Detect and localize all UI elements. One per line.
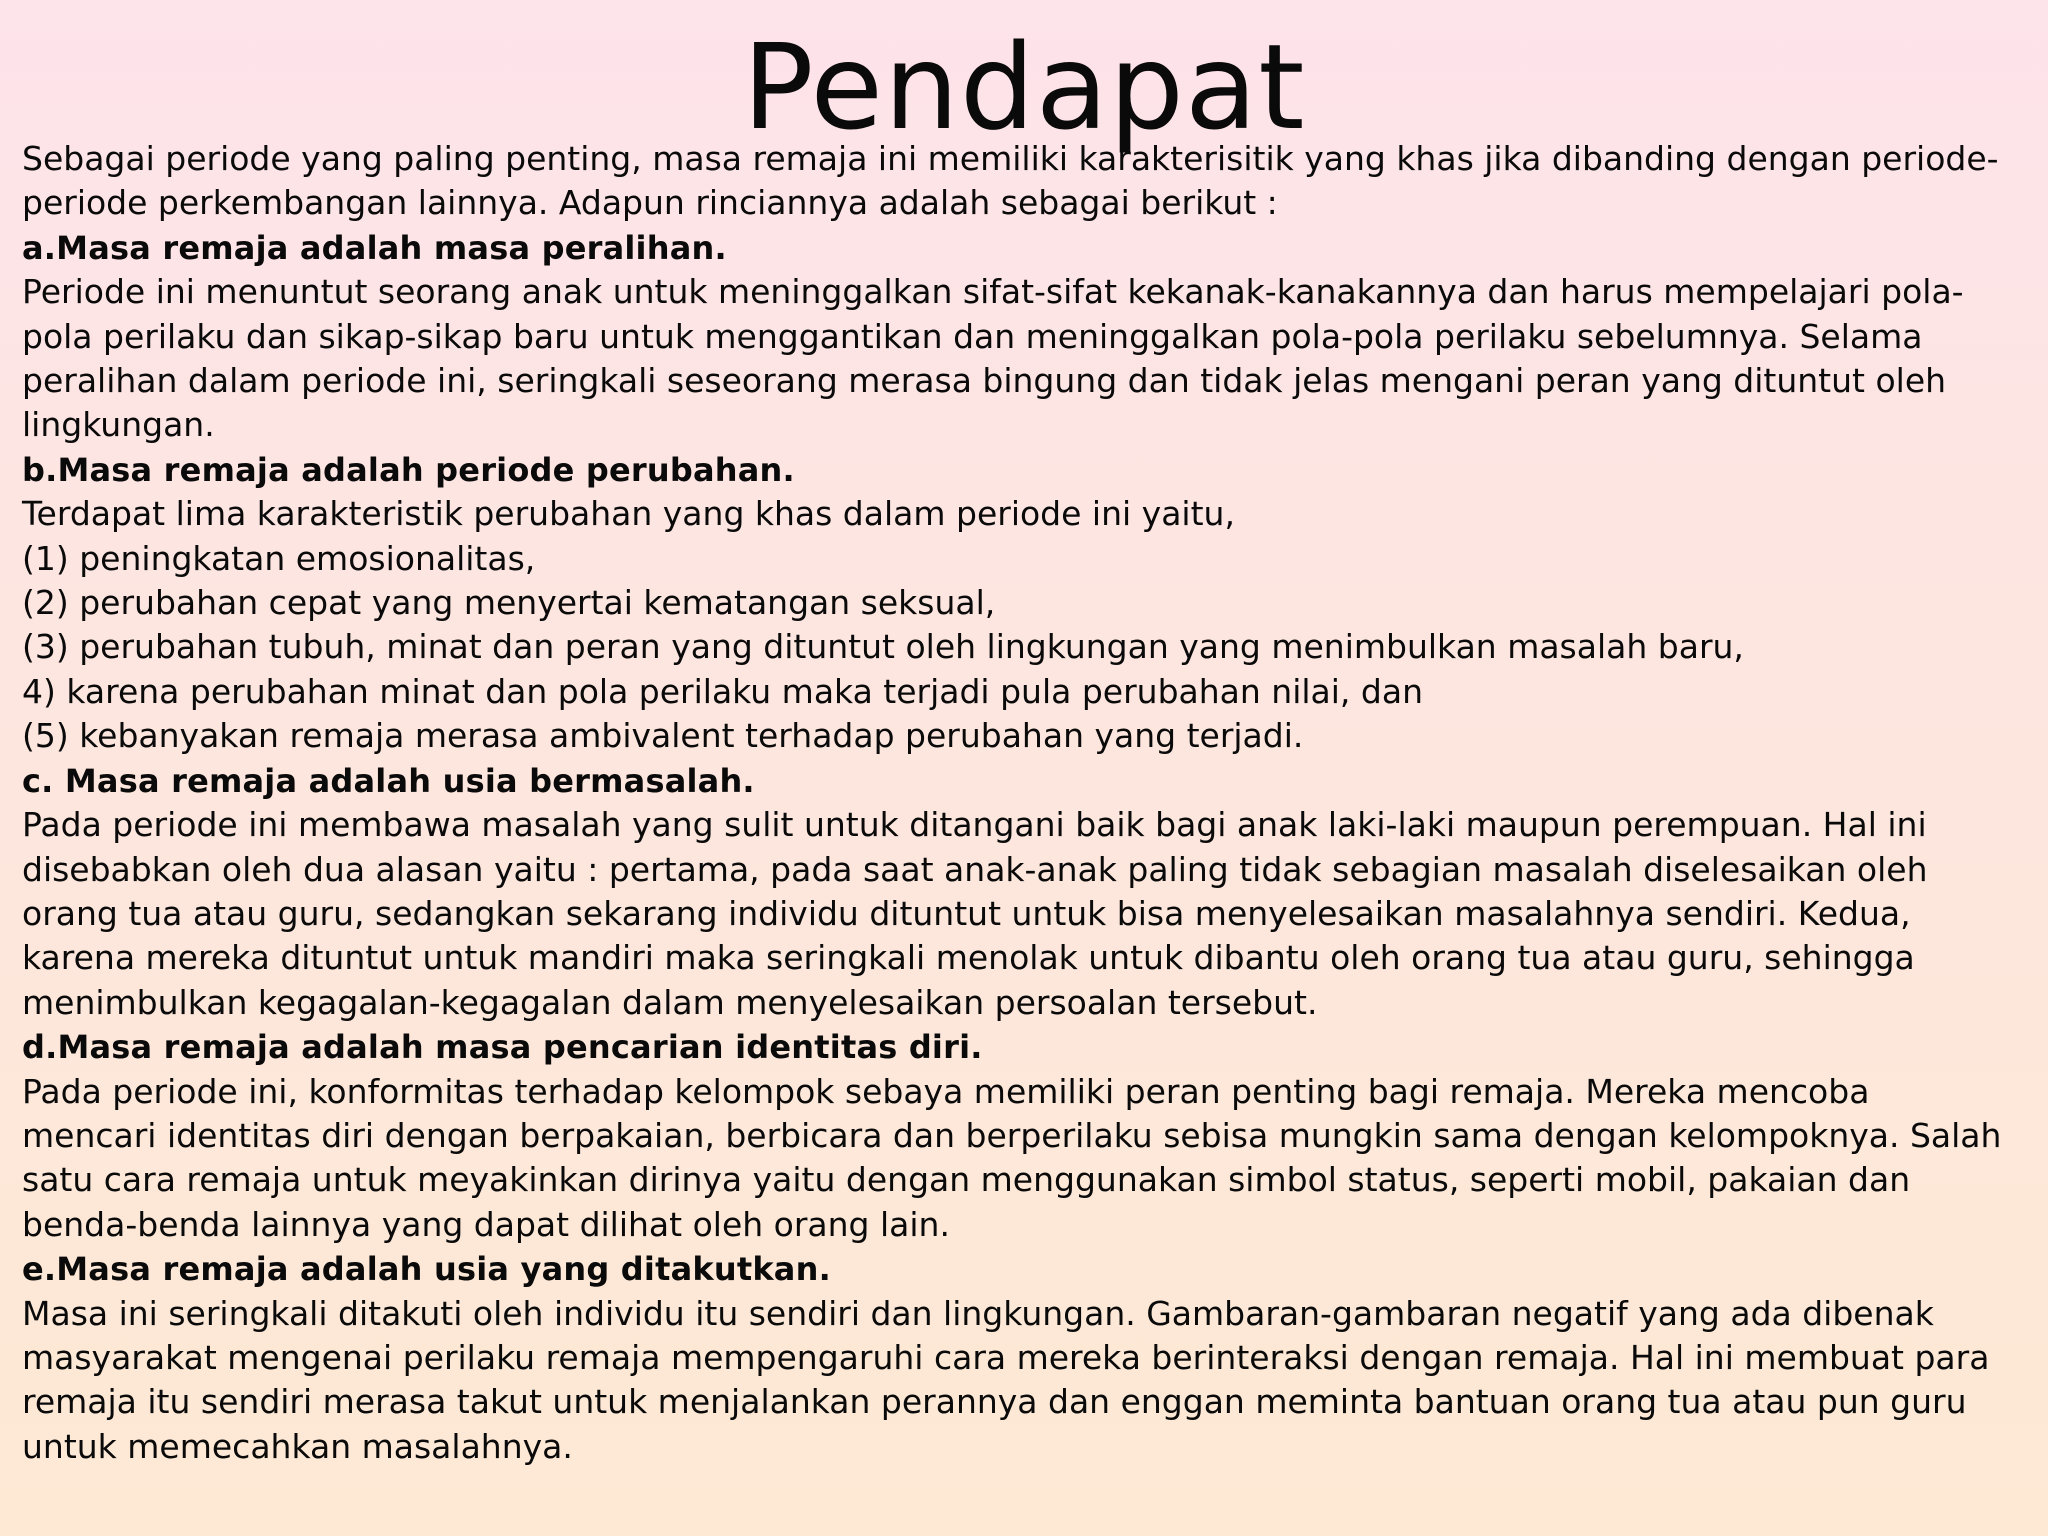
body-line: satu cara remaja untuk meyakinkan dirinya yaitu dengan menggunakan simbol status, seperti mobil, pakaian dan [22, 1160, 1911, 1200]
list-item: (5) kebanyakan remaja merasa ambivalent terhadap perubahan yang terjadi. [22, 716, 1304, 756]
body-line: remaja itu sendiri merasa takut untuk menjalankan perannya dan enggan meminta bantuan orang tua atau pun guru [22, 1382, 1967, 1422]
slide-body [22, 137, 2032, 1469]
list-item: (1) peningkatan emosionalitas, [22, 538, 536, 578]
body-line: Sebagai periode yang paling penting, masa remaja ini memiliki karakterisitik yang khas jika dibanding dengan periode- [22, 139, 1999, 178]
body-line: periode perkembangan lainnya. Adapun rinciannya adalah sebagai berikut : [22, 183, 1278, 223]
body-line: pola perilaku dan sikap-sikap baru untuk menggantikan dan meninggalkan pola-pola perilaku sebelumnya. Selama [22, 316, 1923, 356]
slide-title: Pendapat [742, 18, 1306, 156]
body-line: orang tua atau guru, sedangkan sekarang individu dituntut untuk bisa menyelesaikan masalahnya sendiri. Kedua, [22, 893, 1911, 933]
body-line: Terdapat lima karakteristik perubahan yang khas dalam periode ini yaitu, [22, 494, 1235, 534]
section-heading-d: d.Masa remaja adalah masa pencarian identitas diri. [22, 1028, 983, 1067]
body-line: benda-benda lainnya yang dapat dilihat oleh orang lain. [22, 1204, 950, 1244]
body-line: Pada periode ini membawa masalah yang sulit untuk ditangani baik bagi anak laki-laki maupun perempuan. Hal ini [22, 805, 1927, 845]
body-line: disebabkan oleh dua alasan yaitu : pertama, pada saat anak-anak paling tidak sebagian masalah diselesaikan oleh [22, 849, 1928, 889]
body-line: mencari identitas diri dengan berpakaian, berbicara dan berperilaku sebisa mungkin sama dengan kelompoknya. Salah [22, 1115, 2002, 1155]
body-line: lingkungan. [22, 405, 215, 445]
section-heading-e: e.Masa remaja adalah usia yang ditakutkan. [22, 1250, 831, 1289]
section-heading-b: b.Masa remaja adalah periode perubahan. [22, 450, 795, 489]
body-line: Periode ini menuntut seorang anak untuk meninggalkan sifat-sifat kekanak-kanakannya dan harus mempelajari pola- [22, 272, 1964, 312]
list-item: (2) perubahan cepat yang menyertai kematangan seksual, [22, 583, 996, 623]
body-line: untuk memecahkan masalahnya. [22, 1426, 573, 1466]
body-line: Pada periode ini, konformitas terhadap kelompok sebaya memiliki peran penting bagi remaja. Mereka mencoba [22, 1071, 1870, 1111]
section-heading-c: c. Masa remaja adalah usia bermasalah. [22, 761, 755, 800]
body-line: Masa ini seringkali ditakuti oleh individu itu sendiri dan lingkungan. Gambaran-gambaran negatif yang ada dibenak [22, 1293, 1934, 1333]
body-line: peralihan dalam periode ini, seringkali seseorang merasa bingung dan tidak jelas mengani peran yang dituntut oleh [22, 361, 1947, 401]
body-line: masyarakat mengenai perilaku remaja mempengaruhi cara mereka berinteraksi dengan remaja. Hal ini membuat para [22, 1337, 1990, 1377]
section-heading-a: a.Masa remaja adalah masa peralihan. [22, 228, 727, 267]
list-item: 4) karena perubahan minat dan pola perilaku maka terjadi pula perubahan nilai, dan [22, 671, 1423, 711]
body-line: karena mereka dituntut untuk mandiri maka seringkali menolak untuk dibantu oleh orang tua atau guru, sehingga [22, 938, 1915, 978]
body-line: menimbulkan kegagalan-kegagalan dalam menyelesaikan persoalan tersebut. [22, 982, 1318, 1022]
list-item: (3) perubahan tubuh, minat dan peran yang dituntut oleh lingkungan yang menimbulkan masalah baru, [22, 627, 1744, 667]
